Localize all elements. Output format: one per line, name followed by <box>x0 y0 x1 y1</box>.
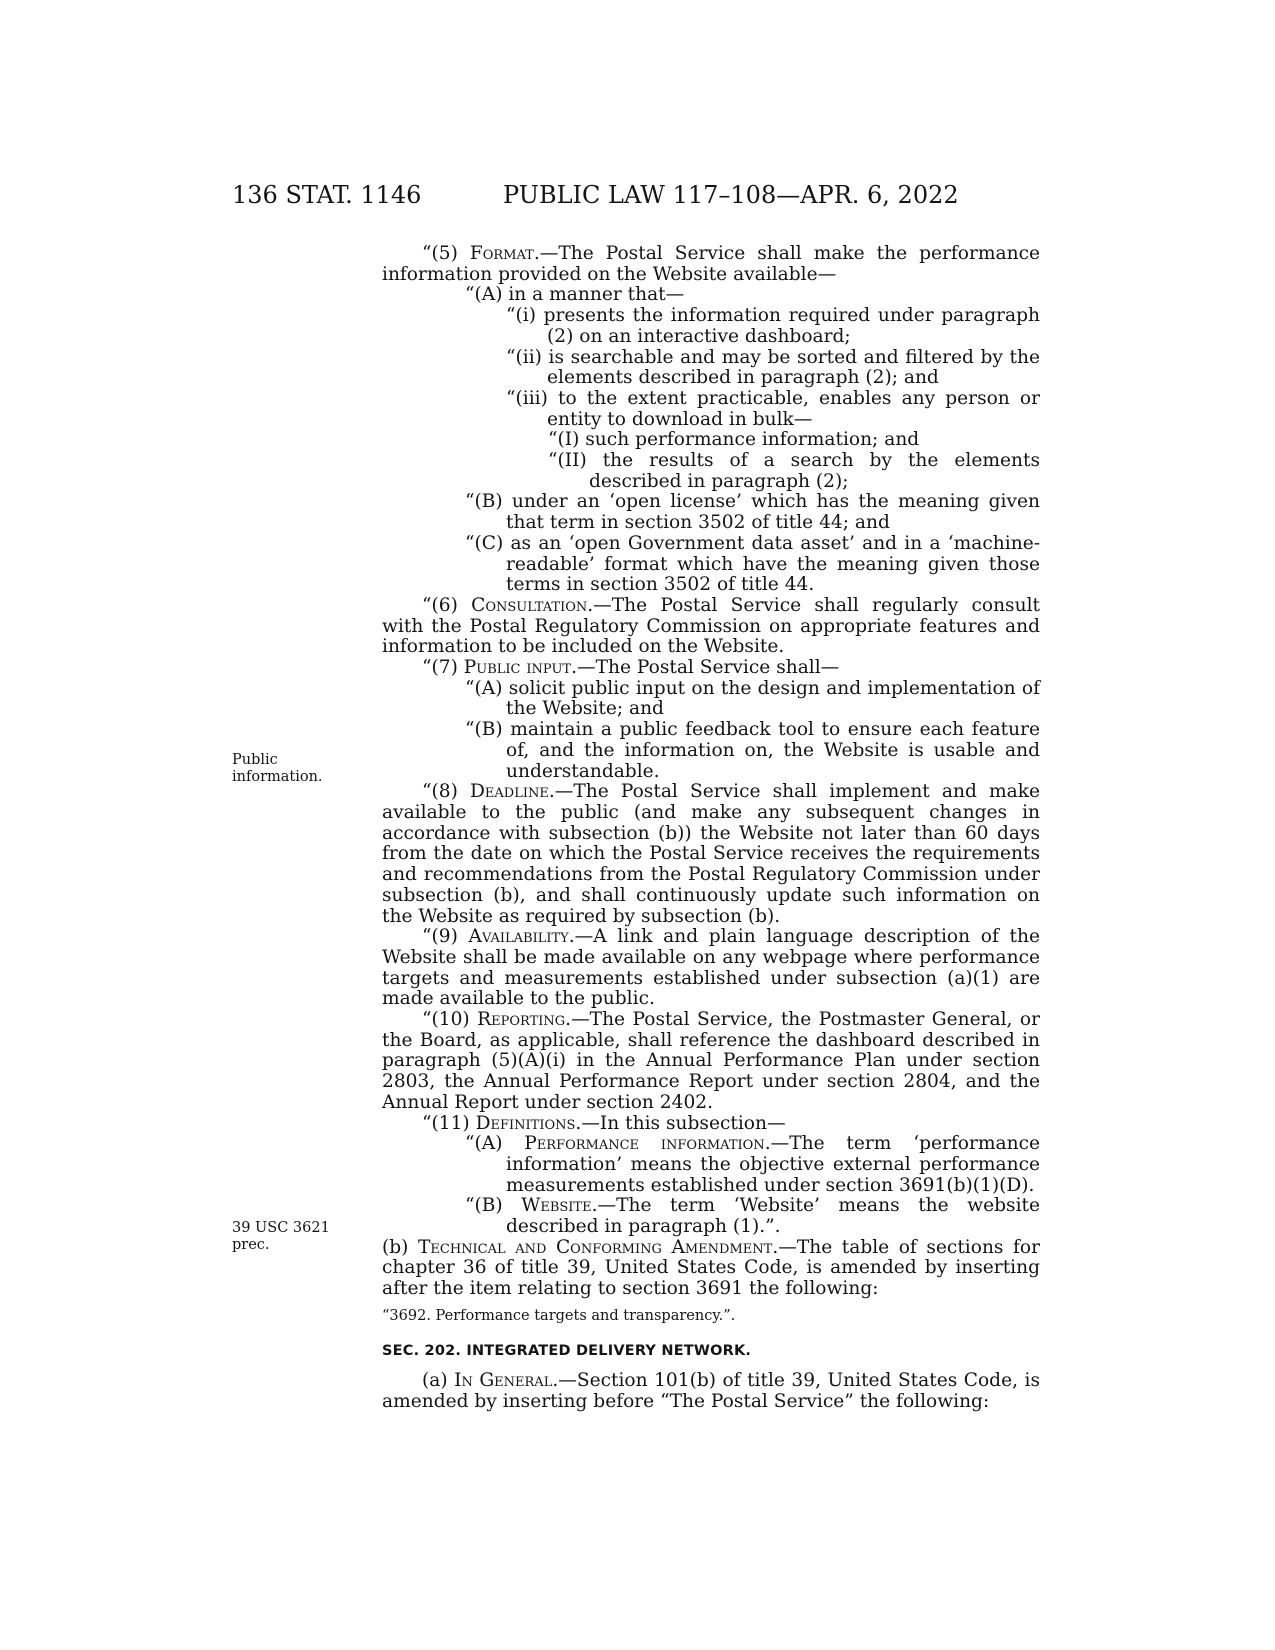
subsection-b-technical-amendment <box>382 1238 1040 1300</box>
paragraph-heading: Consultation <box>471 594 588 616</box>
subparagraph-7A: “(A) solicit public input on the design and implementation of the Website; and <box>465 677 1040 720</box>
paragraph-10-reporting <box>382 1010 1040 1114</box>
paragraph-heading: Website <box>521 1195 592 1217</box>
paragraph-text: .—In this subsection— <box>575 1112 786 1134</box>
section-heading: SEC. 202. INTEGRATED DELIVERY NETWORK. <box>382 1342 752 1359</box>
margin-note-line: information. <box>232 769 323 785</box>
paragraph-number: “(11) <box>422 1112 476 1134</box>
paragraph-heading: Availability <box>468 926 569 948</box>
subparagraph-5B: “(B) under an ‘open license’ which has the meaning given that term in section 3502 of title 44; and <box>465 491 1040 534</box>
paragraph-heading: Format <box>469 243 534 264</box>
paragraph-number: (a) <box>422 1370 455 1392</box>
subclause-5AiiiI: “(I) such performance information; and <box>548 429 920 451</box>
paragraph-text: .—The Postal Service shall make the performance information provided on the Website available— <box>382 243 1040 285</box>
paragraph-text: .—The table of sections for chapter 36 of title 39, United States Code, is amended by inserting after the item relating to section 3691 the following: <box>382 1236 1040 1300</box>
paragraph-11-definitions <box>382 1114 1040 1135</box>
table-of-sections-item: “3692. Performance targets and transparency.”. <box>382 1307 736 1324</box>
subparagraph-11B <box>382 1196 1040 1237</box>
clause-5Ai: “(i) presents the information required under paragraph (2) on an interactive dashboard; <box>506 305 1040 347</box>
paragraph-number: “(7) <box>422 657 464 679</box>
paragraph-7-public-input <box>382 658 1040 679</box>
clause-5Aiii: “(iii) to the extent practicable, enables any person or entity to download in bulk— <box>506 387 1040 430</box>
clause-5Aii: “(ii) is searchable and may be sorted and filtered by the elements described in paragraph (2); and <box>506 346 1040 389</box>
running-head-title: PUBLIC LAW 117–108—APR. 6, 2022 <box>503 181 959 209</box>
subparagraph-11A <box>382 1134 1040 1196</box>
paragraph-text: .—The term ‘Website’ means the website described in paragraph (1).”. <box>506 1195 1040 1238</box>
paragraph-9-availability <box>382 927 1040 1010</box>
paragraph-text: .—The Postal Service shall regularly consult with the Postal Regulatory Commission on appropriate features and information to be included on the Website. <box>382 594 1040 658</box>
subparagraph-7B: “(B) maintain a public feedback tool to ensure each feature of, and the information on, the Website is usable and understandable. <box>465 719 1040 782</box>
paragraph-text: .—The Postal Service shall— <box>571 657 840 679</box>
paragraph-number: “(6) <box>422 594 472 616</box>
margin-note-usc-citation <box>232 1220 330 1254</box>
statute-page-number: 136 STAT. 1146 <box>232 181 422 209</box>
paragraph-number: “(B) <box>465 1195 522 1217</box>
paragraph-number: “(5) <box>422 243 470 264</box>
paragraph-6-consultation <box>382 596 1040 658</box>
paragraph-number: “(10) <box>422 1009 478 1031</box>
paragraph-heading: Public input <box>463 657 572 679</box>
paragraph-text: .—The Postal Service shall implement and make available to the public (and make any subsequent changes in accordance with subsection (b)) the Website not later than 60 days from the date on which the Postal Service receives the requirements and recommendations from the Postal Regulatory Commission under subsection (b), and shall continuously update such information on the Website as required by subsection (b). <box>382 781 1040 927</box>
paragraph-number: “(A) <box>465 1133 525 1155</box>
paragraph-5-format <box>382 244 1040 285</box>
paragraph-heading: Reporting <box>477 1009 566 1031</box>
paragraph-text: .—Section 101(b) of title 39, United States Code, is amended by inserting before “The Postal Service” the following: <box>382 1370 1040 1412</box>
paragraph-number: “(9) <box>422 926 469 948</box>
paragraph-8-deadline <box>382 782 1040 927</box>
paragraph-number: (b) <box>382 1236 418 1258</box>
subsection-a-in-general <box>382 1371 1040 1412</box>
paragraph-text: .—The Postal Service, the Postmaster General, or the Board, as applicable, shall reference the dashboard described in paragraph (5)(A)(i) in the Annual Performance Plan under section 2803, the Annual Performance Report under section 2804, and the Annual Report under section 2402. <box>382 1009 1040 1113</box>
margin-note-line: Public <box>232 752 278 768</box>
margin-note-line: 39 USC 3621 <box>232 1220 330 1236</box>
paragraph-heading: Performance information <box>524 1133 765 1155</box>
margin-note-public-information <box>232 752 323 786</box>
paragraph-heading: Definitions <box>475 1112 576 1134</box>
subparagraph-5C: “(C) as an ‘open Government data asset’ and in a ‘machine-readable’ format which have the meaning given those terms in section 3502 of title 44. <box>465 532 1040 596</box>
paragraph-heading: Deadline <box>469 781 549 803</box>
paragraph-number: “(8) <box>422 781 470 803</box>
paragraph-heading: In General <box>454 1370 553 1392</box>
margin-note-line: prec. <box>232 1237 270 1253</box>
statute-body <box>382 244 1040 1413</box>
paragraph-heading: Technical and Conforming Amendment <box>417 1236 773 1258</box>
paragraph-text: .—A link and plain language description of the Website shall be made available on any webpage where performance targets and measurements established under subsection (a)(1) are made available to the public. <box>382 926 1040 1010</box>
subclause-5AiiiII: “(II) the results of a search by the elements described in paragraph (2); <box>548 450 1040 492</box>
paragraph-text: .—The term ‘performance information’ means the objective external performance measurements established under section 3691(b)(1)(D). <box>506 1133 1041 1196</box>
subparagraph-5A: “(A) in a manner that— <box>465 284 685 306</box>
